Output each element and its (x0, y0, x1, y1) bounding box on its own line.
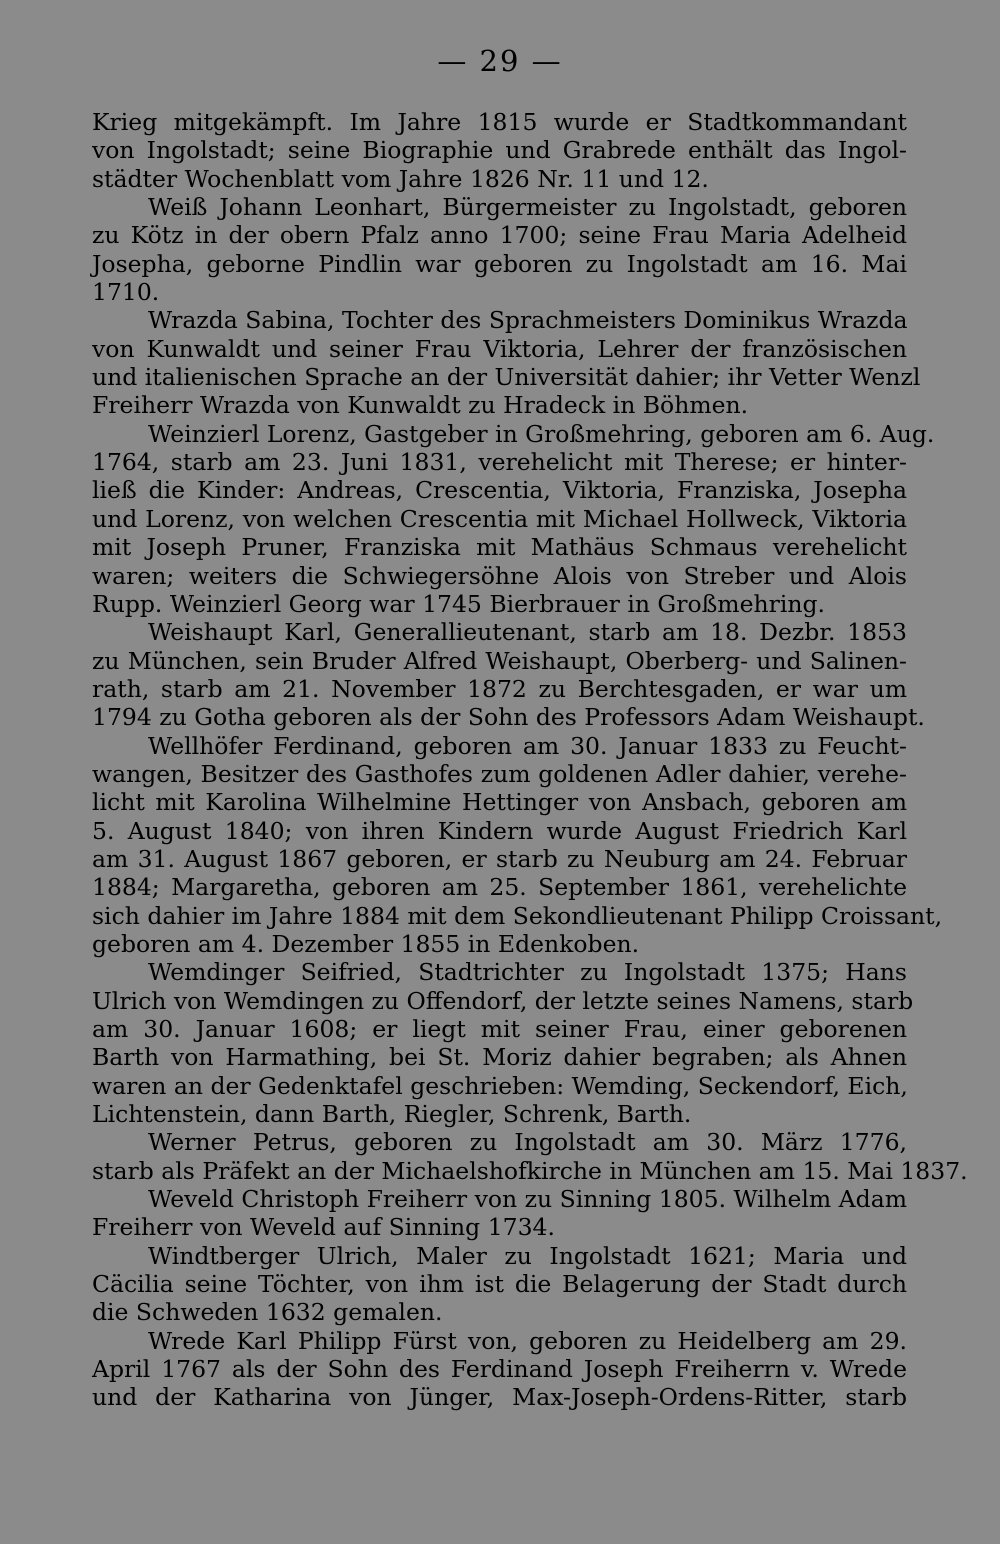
entry-start-line: Wellhöfer Ferdinand, geboren am 30. Januar 1833 zu Feucht- (148, 731, 907, 760)
entry-start-line: Weinzierl Lorenz, Gastgeber in Großmehring, geboren am 6. Aug. (148, 419, 935, 448)
text-line: Ulrich von Wemdingen zu Offendorf, der letzte seines Namens, starb (92, 986, 914, 1015)
text-line: April 1767 als der Sohn des Ferdinand Joseph Freiherrn v. Wrede (92, 1355, 907, 1384)
entry-start-line: Weveld Christoph Freiherr von zu Sinning 1805. Wilhelm Adam (148, 1185, 907, 1214)
text-line: ließ die Kinder: Andreas, Crescentia, Viktoria, Franziska, Josepha (92, 476, 907, 505)
text-line: 1794 zu Gotha geboren als der Sohn des Professors Adam Weishaupt. (92, 703, 925, 732)
text-line: und der Katharina von Jünger, Max-Joseph-Ordens-Ritter, starb (92, 1383, 907, 1412)
page-number: — 29 — (437, 44, 563, 78)
text-line: und italienischen Sprache an der Universität dahier; ihr Vetter Wenzl (92, 363, 921, 392)
entry-start-line: Werner Petrus, geboren zu Ingolstadt am 30. März 1776, (148, 1128, 907, 1157)
text-line: städter Wochenblatt vom Jahre 1826 Nr. 11 und 12. (92, 164, 709, 193)
text-line: Barth von Harmathing, bei St. Moriz dahier begraben; als Ahnen (92, 1043, 907, 1072)
text-line: geboren am 4. Dezember 1855 in Edenkoben. (92, 929, 640, 958)
text-line: Lichtenstein, dann Barth, Riegler, Schrenk, Barth. (92, 1100, 692, 1129)
text-line: von Kunwaldt und seiner Frau Viktoria, Lehrer der französischen (92, 334, 907, 363)
text-line: mit Joseph Pruner, Franziska mit Mathäus Schmaus verehelicht (92, 533, 907, 562)
text-line: von Ingolstadt; seine Biographie und Grabrede enthält das Ingol- (92, 136, 907, 165)
text-line: und Lorenz, von welchen Crescentia mit Michael Hollweck, Viktoria (92, 504, 907, 533)
text-line: zu München, sein Bruder Alfred Weishaupt, Oberberg- und Salinen- (92, 646, 907, 675)
text-line: Cäcilia seine Töchter, von ihm ist die Belagerung der Stadt durch (92, 1270, 907, 1299)
entry-start-line: Weiß Johann Leonhart, Bürgermeister zu Ingolstadt, geboren (148, 193, 907, 222)
text-line: Freiherr Wrazda von Kunwaldt zu Hradeck in Böhmen. (92, 391, 749, 420)
text-line: 5. August 1840; von ihren Kindern wurde August Friedrich Karl (92, 816, 907, 845)
text-line: am 31. August 1867 geboren, er starb zu Neuburg am 24. Februar (92, 844, 907, 873)
text-line: 1710. (92, 278, 160, 307)
text-line: zu Kötz in der obern Pfalz anno 1700; seine Frau Maria Adelheid (92, 221, 907, 250)
text-line: Josepha, geborne Pindlin war geboren zu Ingolstadt am 16. Mai (92, 249, 907, 278)
text-line: licht mit Karolina Wilhelmine Hettinger von Ansbach, geboren am (92, 788, 907, 817)
entry-start-line: Wemdinger Seifried, Stadtrichter zu Ingolstadt 1375; Hans (148, 958, 907, 987)
text-line: starb als Präfekt an der Michaelshofkirche in München am 15. Mai 1837. (92, 1156, 968, 1185)
entry-start-line: Windtberger Ulrich, Maler zu Ingolstadt 1621; Maria und (148, 1241, 907, 1270)
page-text-block (92, 108, 968, 1412)
entry-start-line: Wrazda Sabina, Tochter des Sprachmeisters Dominikus Wrazda (148, 306, 908, 335)
text-line: Rupp. Weinzierl Georg war 1745 Bierbrauer in Großmehring. (92, 589, 826, 618)
text-line: 1764, starb am 23. Juni 1831, verehelicht mit Therese; er hinter- (92, 448, 907, 477)
text-line: Krieg mitgekämpft. Im Jahre 1815 wurde er Stadtkommandant (92, 108, 907, 136)
text-line: Freiherr von Weveld auf Sinning 1734. (92, 1213, 555, 1242)
entry-start-line: Wrede Karl Philipp Fürst von, geboren zu Heidelberg am 29. (148, 1326, 907, 1355)
text-line: 1884; Margaretha, geboren am 25. September 1861, verehelichte (92, 873, 907, 902)
text-line: am 30. Januar 1608; er liegt mit seiner Frau, einer geborenen (92, 1015, 907, 1043)
text-line: die Schweden 1632 gemalen. (92, 1298, 443, 1327)
text-line: wangen, Besitzer des Gasthofes zum goldenen Adler dahier, verehe- (92, 759, 907, 788)
text-line: waren; weiters die Schwiegersöhne Alois von Streber und Alois (92, 561, 907, 590)
entry-start-line: Weishaupt Karl, Generallieutenant, starb am 18. Dezbr. 1853 (148, 618, 907, 647)
text-line: sich dahier im Jahre 1884 mit dem Sekondlieutenant Philipp Croissant, (92, 901, 943, 930)
text-line: rath, starb am 21. November 1872 zu Berchtesgaden, er war um (92, 674, 907, 703)
text-line: waren an der Gedenktafel geschrieben: Wemding, Seckendorf, Eich, (92, 1071, 908, 1100)
